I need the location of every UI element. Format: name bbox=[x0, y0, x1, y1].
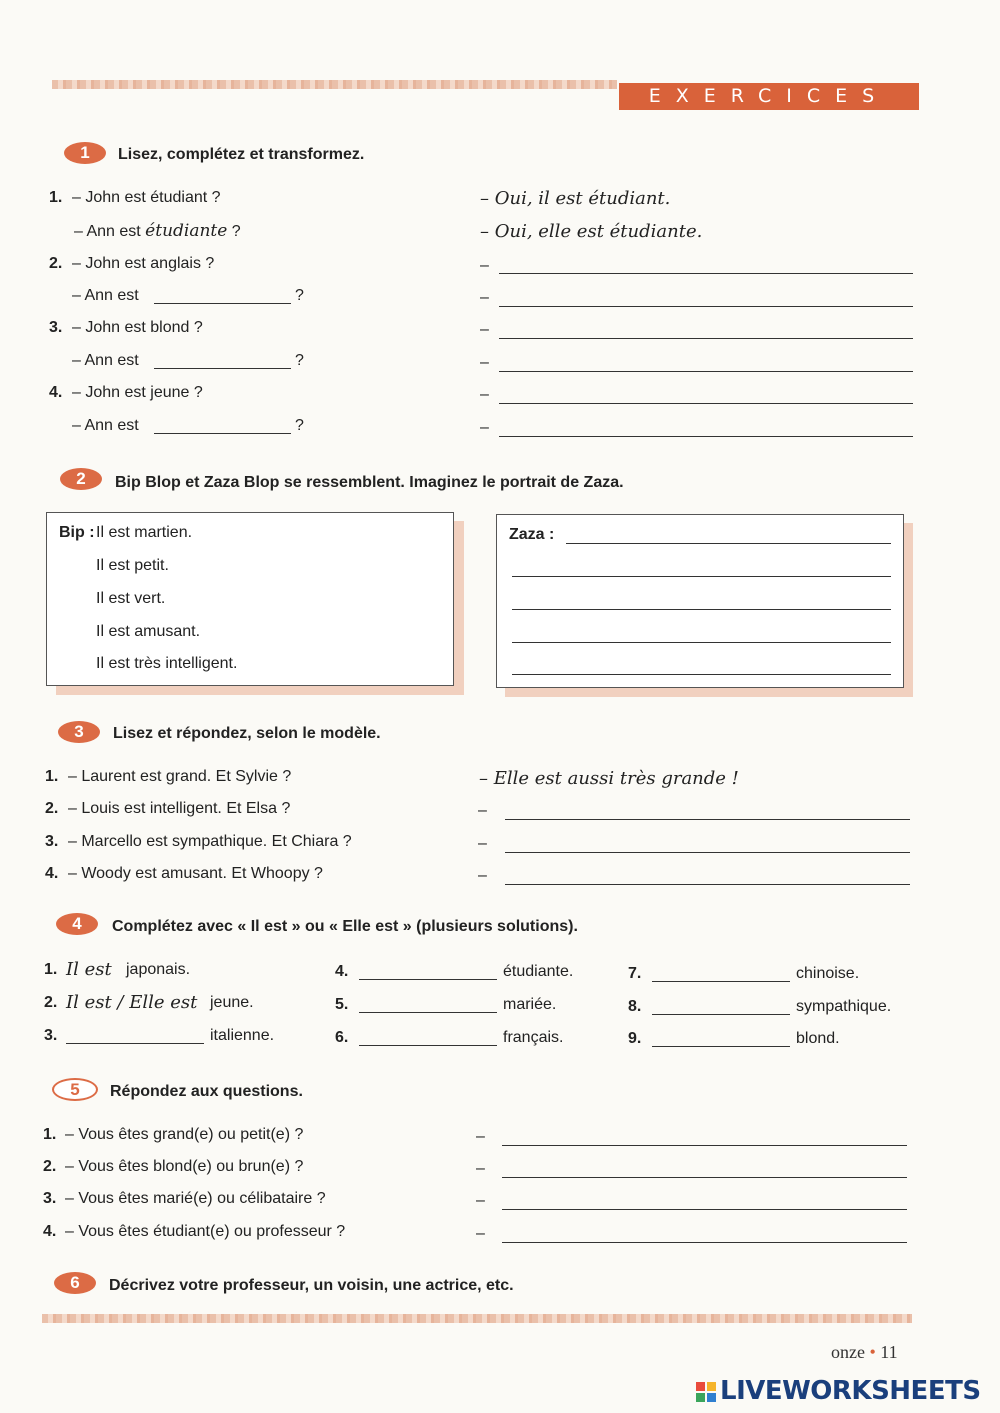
footer-band bbox=[42, 1314, 912, 1323]
ex4-item-filled: Il est / Elle est bbox=[66, 992, 198, 1013]
ex1-question-prefix: – Ann est bbox=[72, 352, 139, 369]
answer-dash: – bbox=[478, 802, 487, 819]
exercise-6-instruction: Décrivez votre professeur, un voisin, une actrice, etc. bbox=[109, 1277, 514, 1294]
ex5-question: – Vous êtes grand(e) ou petit(e) ? bbox=[65, 1126, 304, 1143]
answer-line[interactable] bbox=[499, 273, 913, 274]
exercise-6-number: 6 bbox=[54, 1272, 96, 1294]
ex1-answer-example: – Oui, il est étudiant. bbox=[480, 188, 671, 209]
ex3-question: – Woody est amusant. Et Whoopy ? bbox=[68, 865, 323, 882]
ex1-row-num: 3. bbox=[49, 319, 63, 336]
answer-dash: – bbox=[478, 835, 487, 852]
header-band bbox=[52, 80, 617, 89]
ex1-question: – John est blond ? bbox=[72, 319, 203, 336]
answer-line[interactable] bbox=[512, 576, 891, 577]
fill-blank[interactable] bbox=[154, 433, 291, 434]
ex4-item-word: français. bbox=[503, 1029, 564, 1046]
ex4-item-num: 4. bbox=[335, 963, 349, 980]
answer-line[interactable] bbox=[499, 338, 913, 339]
ex3-row-num: 4. bbox=[45, 865, 59, 882]
page-title: EXERCICES bbox=[619, 83, 919, 110]
bip-line: Il est petit. bbox=[96, 557, 169, 574]
ex4-item-num: 8. bbox=[628, 998, 642, 1015]
answer-line[interactable] bbox=[566, 543, 891, 544]
fill-blank[interactable] bbox=[154, 303, 291, 304]
answer-line[interactable] bbox=[499, 403, 913, 404]
ex3-question: – Louis est intelligent. Et Elsa ? bbox=[68, 800, 291, 817]
answer-line[interactable] bbox=[502, 1242, 907, 1243]
ex3-answer-example: – Elle est aussi très grande ! bbox=[479, 768, 739, 789]
exercise-1-instruction: Lisez, complétez et transformez. bbox=[118, 146, 365, 163]
answer-line[interactable] bbox=[505, 819, 910, 820]
ex5-question: – Vous êtes étudiant(e) ou professeur ? bbox=[65, 1223, 346, 1240]
answer-line[interactable] bbox=[502, 1177, 907, 1178]
ex4-item-word: mariée. bbox=[503, 996, 557, 1013]
page-number: onze • 11 bbox=[831, 1342, 898, 1362]
ex5-row-num: 1. bbox=[43, 1126, 57, 1143]
ex1-row-num: 2. bbox=[49, 255, 63, 272]
ex1-question-suffix: ? bbox=[295, 417, 304, 434]
fill-blank[interactable] bbox=[359, 979, 497, 980]
exercise-4-instruction: Complétez avec « Il est » ou « Elle est » (plusieurs solutions). bbox=[112, 918, 578, 935]
ex1-question: – John est anglais ? bbox=[72, 255, 215, 272]
exercise-3-number: 3 bbox=[58, 721, 100, 743]
exercise-5-instruction: Répondez aux questions. bbox=[110, 1083, 303, 1100]
ex4-item-num: 5. bbox=[335, 996, 349, 1013]
ex3-row-num: 1. bbox=[45, 768, 59, 785]
ex4-item-num: 7. bbox=[628, 965, 642, 982]
ex4-item-num: 3. bbox=[44, 1027, 58, 1044]
ex4-item-num: 1. bbox=[44, 961, 58, 978]
answer-dash: – bbox=[476, 1192, 485, 1209]
ex4-item-word: jeune. bbox=[210, 994, 254, 1011]
answer-dash: – bbox=[476, 1225, 485, 1242]
ex5-row-num: 2. bbox=[43, 1158, 57, 1175]
fill-blank[interactable] bbox=[652, 981, 790, 982]
answer-dash: – bbox=[476, 1160, 485, 1177]
exercise-2-number: 2 bbox=[60, 468, 102, 490]
ex3-row-num: 3. bbox=[45, 833, 59, 850]
ex5-row-num: 4. bbox=[43, 1223, 57, 1240]
answer-dash: – bbox=[480, 419, 489, 436]
exercise-3-instruction: Lisez et répondez, selon le modèle. bbox=[113, 725, 381, 742]
fill-blank[interactable] bbox=[154, 368, 291, 369]
fill-blank[interactable] bbox=[652, 1046, 790, 1047]
answer-dash: – bbox=[478, 867, 487, 884]
ex1-row-num: 4. bbox=[49, 384, 63, 401]
liveworksheets-logo-icon bbox=[696, 1382, 716, 1402]
fill-blank[interactable] bbox=[359, 1045, 497, 1046]
exercise-4-number: 4 bbox=[56, 913, 98, 935]
bip-line: Il est vert. bbox=[96, 590, 166, 607]
watermark: LIVEWORKSHEETS bbox=[696, 1376, 981, 1406]
ex5-question: – Vous êtes blond(e) ou brun(e) ? bbox=[65, 1158, 304, 1175]
zaza-box bbox=[496, 514, 904, 688]
ex1-question-prefix: – Ann est bbox=[72, 417, 139, 434]
answer-line[interactable] bbox=[499, 371, 913, 372]
ex4-item-num: 2. bbox=[44, 994, 58, 1011]
answer-line[interactable] bbox=[505, 884, 910, 885]
exercise-1-number: 1 bbox=[64, 142, 106, 164]
ex1-question-prefix: – Ann est bbox=[72, 287, 139, 304]
answer-dash: – bbox=[480, 386, 489, 403]
ex1-question-suffix: ? bbox=[295, 287, 304, 304]
exercise-5-number: 5 bbox=[52, 1078, 98, 1101]
answer-dash: – bbox=[480, 354, 489, 371]
bip-label: Bip : bbox=[59, 524, 95, 541]
answer-line[interactable] bbox=[502, 1209, 907, 1210]
ex4-item-word: sympathique. bbox=[796, 998, 892, 1015]
answer-dash: – bbox=[480, 257, 489, 274]
bip-line: Il est martien. bbox=[96, 524, 193, 541]
ex3-question: – Marcello est sympathique. Et Chiara ? bbox=[68, 833, 352, 850]
ex1-question-suffix: ? bbox=[295, 352, 304, 369]
ex4-item-word: italienne. bbox=[210, 1027, 275, 1044]
ex4-item-filled: Il est bbox=[66, 959, 112, 980]
answer-line[interactable] bbox=[499, 436, 913, 437]
ex4-item-num: 9. bbox=[628, 1030, 642, 1047]
ex1-row-num: 1. bbox=[49, 189, 63, 206]
ex5-question: – Vous êtes marié(e) ou célibataire ? bbox=[65, 1190, 326, 1207]
ex3-question: – Laurent est grand. Et Sylvie ? bbox=[68, 768, 292, 785]
ex3-row-num: 2. bbox=[45, 800, 59, 817]
answer-line[interactable] bbox=[512, 609, 891, 610]
ex4-item-word: japonais. bbox=[126, 961, 191, 978]
ex1-answer-example: – Oui, elle est étudiante. bbox=[480, 221, 703, 242]
ex4-item-word: chinoise. bbox=[796, 965, 860, 982]
ex1-question: – John est étudiant ? bbox=[72, 189, 221, 206]
answer-line[interactable] bbox=[499, 306, 913, 307]
fill-blank[interactable] bbox=[359, 1012, 497, 1013]
ex5-row-num: 3. bbox=[43, 1190, 57, 1207]
answer-dash: – bbox=[480, 321, 489, 338]
ex4-item-num: 6. bbox=[335, 1029, 349, 1046]
ex4-item-word: blond. bbox=[796, 1030, 840, 1047]
fill-blank[interactable] bbox=[66, 1043, 204, 1044]
bip-line: Il est amusant. bbox=[96, 623, 201, 640]
fill-blank[interactable] bbox=[652, 1014, 790, 1015]
ex4-item-word: étudiante. bbox=[503, 963, 574, 980]
answer-line[interactable] bbox=[512, 642, 891, 643]
ex1-question: – John est jeune ? bbox=[72, 384, 203, 401]
answer-dash: – bbox=[476, 1128, 485, 1145]
exercise-2-instruction: Bip Blop et Zaza Blop se ressemblent. Imaginez le portrait de Zaza. bbox=[115, 474, 624, 491]
bip-line: Il est très intelligent. bbox=[96, 655, 238, 672]
zaza-label: Zaza : bbox=[509, 526, 555, 543]
answer-line[interactable] bbox=[512, 674, 891, 675]
answer-line[interactable] bbox=[502, 1145, 907, 1146]
answer-line[interactable] bbox=[505, 852, 910, 853]
ex1-question: – Ann est étudiante ? bbox=[74, 221, 241, 241]
answer-dash: – bbox=[480, 289, 489, 306]
